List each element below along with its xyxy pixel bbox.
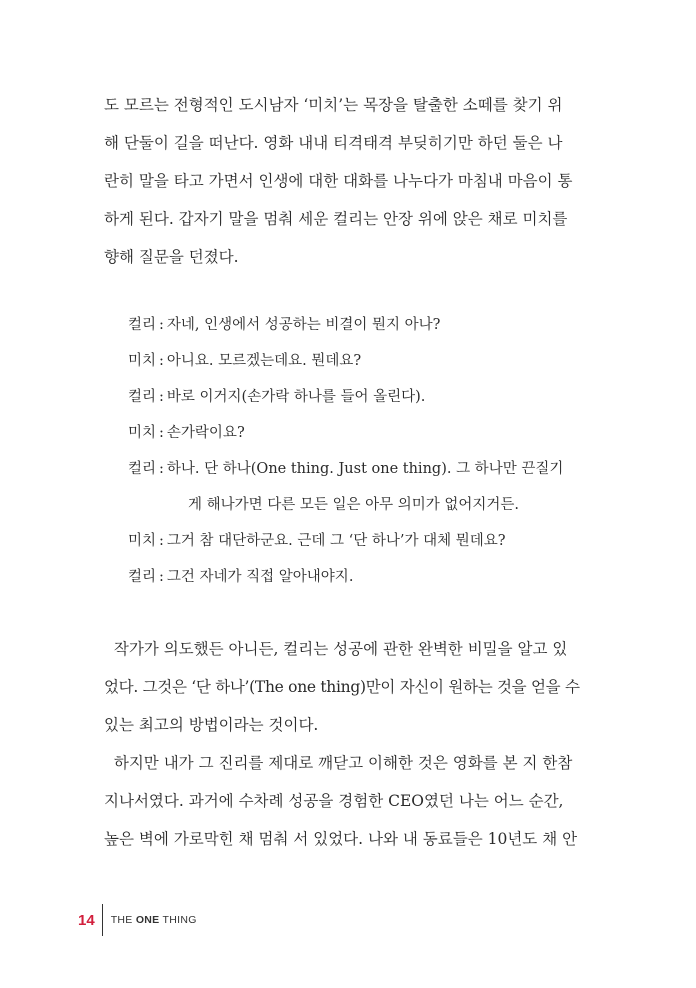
paragraph-line: 해 단둘이 길을 떠난다. 영화 내내 티격태격 부딪히기만 하던 둘은 나: [104, 134, 563, 152]
dialogue-speaker: 미치: [128, 533, 157, 549]
dialogue-line: [128, 415, 588, 451]
body-paragraph-1: [104, 630, 580, 744]
dialogue-text: 그거 참 대단하군요. 근데 그 ‘단 하나’가 대체 뭔데요?: [166, 533, 506, 549]
book-title-prefix: THE: [110, 914, 133, 926]
dialogue-separator: :: [159, 353, 164, 369]
dialogue-speaker: 컬리: [128, 389, 157, 405]
dialogue-line: [128, 559, 588, 595]
dialogue-speaker: 컬리: [128, 317, 157, 333]
dialogue-line: [128, 451, 588, 487]
dialogue-separator: :: [159, 425, 164, 441]
paragraph-line: 지나서였다. 과거에 수차례 성공을 경험한 CEO였던 나는 어느 순간,: [104, 792, 564, 810]
dialogue-continuation: 게 해나가면 다른 모든 일은 아무 의미가 없어지거든.: [188, 497, 520, 513]
intro-paragraph: [104, 86, 580, 276]
paragraph-line: 높은 벽에 가로막힌 채 멈춰 서 있었다. 나와 내 동료들은 10년도 채 안: [104, 830, 578, 848]
dialogue-line: [128, 523, 588, 559]
dialogue-text: 아니요. 모르겠는데요. 뭔데요?: [166, 353, 362, 369]
paragraph-line: 란히 말을 타고 가면서 인생에 대한 대화를 나누다가 마침내 마음이 통: [104, 172, 573, 190]
dialogue-speaker: 미치: [128, 353, 157, 369]
book-title: [111, 914, 197, 926]
paragraph-line: 하게 된다. 갑자기 말을 멈춰 세운 컬리는 안장 위에 앉은 채로 미치를: [104, 210, 568, 228]
dialogue-speaker: 컬리: [128, 461, 157, 477]
dialogue-line: [128, 379, 588, 415]
dialogue-speaker: 미치: [128, 425, 157, 441]
dialogue-text: 그건 자네가 직접 알아내야지.: [166, 569, 354, 585]
body-paragraph-2: [104, 744, 580, 858]
paragraph-line: 었다. 그것은 ‘단 하나’(The one thing)만이 자신이 원하는 것을 얻을 수: [104, 678, 580, 696]
dialogue-text: 손가락이요?: [166, 425, 245, 441]
dialogue-line: [128, 343, 588, 379]
dialogue-separator: :: [159, 569, 164, 585]
footer-divider: [102, 904, 103, 936]
book-title-bold: ONE: [135, 914, 160, 926]
paragraph-line: 하지만 내가 그 진리를 제대로 깨닫고 이해한 것은 영화를 본 지 한참: [104, 754, 573, 772]
page-footer: [78, 905, 197, 935]
book-title-suffix: THING: [162, 914, 197, 926]
paragraph-line: 향해 질문을 던졌다.: [104, 248, 239, 266]
dialogue-text: 하나. 단 하나(One thing. Just one thing). 그 하나만 끈질기: [166, 461, 564, 477]
dialogue-separator: :: [159, 461, 164, 477]
dialogue-separator: :: [159, 533, 164, 549]
paragraph-line: 작가가 의도했든 아니든, 컬리는 성공에 관한 완벽한 비밀을 알고 있: [104, 640, 568, 658]
dialogue-separator: :: [159, 317, 164, 333]
dialogue-text: 자네, 인생에서 성공하는 비결이 뭔지 아나?: [166, 317, 441, 333]
paragraph-line: 도 모르는 전형적인 도시남자 ‘미치’는 목장을 탈출한 소떼를 찾기 위: [104, 96, 563, 114]
dialogue-block: [128, 307, 588, 595]
dialogue-speaker: 컬리: [128, 569, 157, 585]
page-number: 14: [78, 911, 95, 929]
dialogue-line: [128, 307, 588, 343]
paragraph-line: 있는 최고의 방법이라는 것이다.: [104, 716, 319, 734]
dialogue-separator: :: [159, 389, 164, 405]
dialogue-text: 바로 이거지(손가락 하나를 들어 올린다).: [166, 389, 426, 405]
